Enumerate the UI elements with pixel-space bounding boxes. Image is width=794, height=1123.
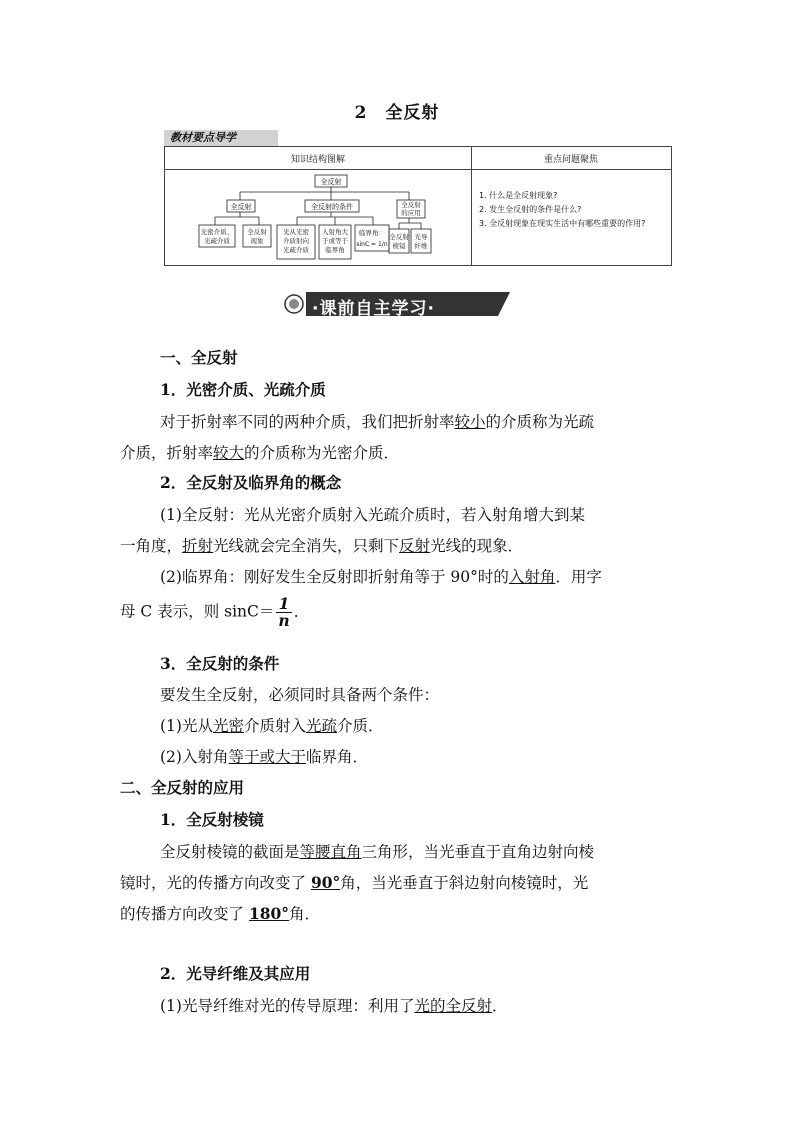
leaf-1a: 光密介质、 <box>200 228 234 236</box>
heading-2: 二、全反射的应用 <box>120 778 245 797</box>
leaf-6a: 全反射 <box>389 233 409 241</box>
leaf-2a: 全反射 <box>247 228 267 236</box>
paragraph-2b: 一角度，折射光线就会完全消失，只剩下反射光线的现象． <box>120 537 524 555</box>
leaf-3a: 光从光密 <box>283 228 309 236</box>
focus-questions <box>479 189 665 231</box>
page-title <box>0 98 794 123</box>
diagram-node-3a: 全反射 <box>401 201 421 209</box>
question-1: 1. 什么是全反射现象? <box>479 191 558 200</box>
paragraph-5: (1)光从光密介质射入光疏介质． <box>160 717 384 735</box>
leaf-4b: 于或等于 <box>322 237 348 245</box>
leaf-6b: 棱镜 <box>392 242 406 250</box>
paragraph-3b: 母 C 表示，则 $\sin C= \frac{1}{n}$ ． <box>120 594 310 630</box>
paragraph-1b: 介质，折射率较大的介质称为光密介质． <box>120 444 400 462</box>
leaf-2b: 现象 <box>250 237 264 245</box>
heading-1-3: 3．全反射的条件 <box>160 654 280 673</box>
section-number: 2 <box>354 103 368 123</box>
paragraph-8: (1)光导纤维对光的传导原理：利用了光的全反射． <box>160 997 508 1015</box>
fraction: $\frac{1}{n}$ <box>278 594 290 630</box>
guide-box <box>164 146 672 266</box>
banner-title: ·课前自主学习· <box>312 299 435 319</box>
heading-1-2: 2．全反射及临界角的概念 <box>160 473 342 492</box>
leaf-5b: sinC = 1/n <box>356 241 388 248</box>
knowledge-diagram <box>197 173 447 261</box>
paragraph-7a: 全反射棱镜的截面是等腰直角三角形，当光垂直于直角边射向棱 <box>160 843 595 861</box>
guide-col2-header: 重点问题聚焦 <box>543 155 598 165</box>
leaf-4c: 临界角 <box>325 246 345 254</box>
diagram-root: 全反射 <box>320 178 342 186</box>
paragraph-7c: 的传播方向改变了 180°角． <box>120 904 321 923</box>
heading-2-1: 1．全反射棱镜 <box>160 810 264 829</box>
leaf-4a: 入射角大 <box>322 228 348 236</box>
diagram-node-2: 全反射的条件 <box>311 203 353 211</box>
leaf-7b: 纤维 <box>414 242 428 250</box>
heading-1: 一、全反射 <box>160 348 238 367</box>
diagram-node-3b: 的应用 <box>401 209 421 217</box>
diagram-node-1: 全反射 <box>230 203 252 211</box>
paragraph-3a: (2)临界角：刚好发生全反射即折射角等于 90°时的入射角．用字 <box>160 568 602 586</box>
paragraph-2a: (1)全反射：光从光密介质射入光疏介质时，若入射角增大到某 <box>160 506 585 524</box>
question-2: 2. 发生全反射的条件是什么? <box>479 205 582 214</box>
question-3: 3. 全反射现象在现实生活中有哪些重要的作用? <box>479 219 646 228</box>
leaf-3b: 介质射向 <box>283 237 309 245</box>
heading-2-2: 2．光导纤维及其应用 <box>160 964 311 983</box>
leaf-3c: 光疏介质 <box>283 246 309 254</box>
paragraph-6: (2)入射角等于或大于临界角． <box>160 748 368 766</box>
leaf-1b: 光疏介质 <box>204 237 230 245</box>
paragraph-4: 要发生全反射，必须同时具备两个条件： <box>160 686 440 704</box>
section-title: 全反射 <box>385 103 440 123</box>
heading-1-1: 1．光密介质、光疏介质 <box>160 380 326 399</box>
guide-tag: 教材要点导学 <box>164 130 278 146</box>
paragraph-1a: 对于折射率不同的两种介质，我们把折射率较小的介质称为光疏 <box>160 413 595 431</box>
guide-header <box>165 147 671 170</box>
guide-col1-header: 知识结构图解 <box>290 155 345 165</box>
guide-divider <box>471 147 472 265</box>
paragraph-7b: 镜时，光的传播方向改变了 90°角，当光垂直于斜边射向棱镜时，光 <box>120 873 589 892</box>
leaf-7a: 光导 <box>414 233 428 241</box>
leaf-5a: 临界角： <box>359 229 385 237</box>
